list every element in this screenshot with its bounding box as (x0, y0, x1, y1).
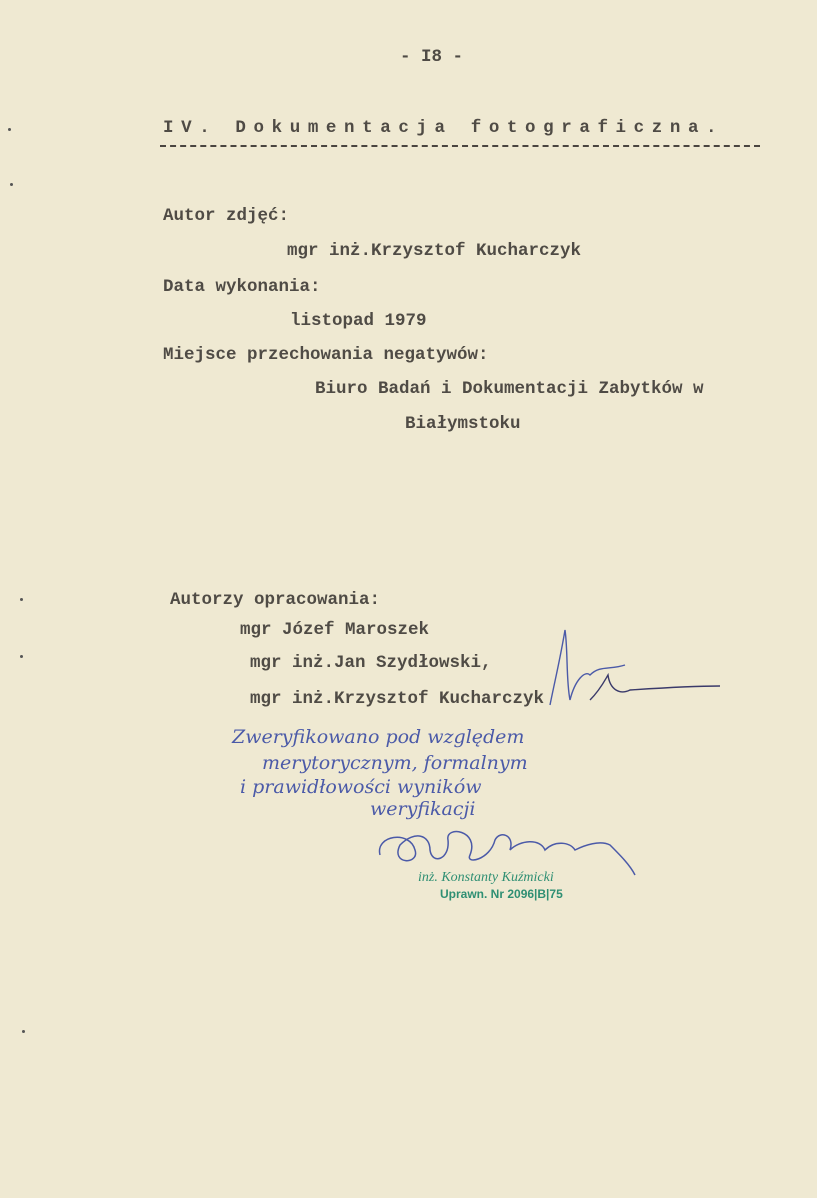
negatives-label: Miejsce przechowania negatywów: (163, 345, 489, 365)
negatives-place-line1: Biuro Badań i Dokumentacji Zabytków w (315, 379, 704, 399)
handwritten-note-line1: Zweryfikowano pod względem (232, 726, 525, 748)
date-label: Data wykonania: (163, 277, 321, 297)
author-1: mgr Józef Maroszek (240, 620, 430, 640)
margin-mark (22, 1030, 25, 1033)
photo-author-label: Autor zdjęć: (163, 206, 290, 226)
handwritten-note-line2: merytorycznym, formalnym (262, 752, 528, 774)
authors-label: Autorzy opracowania: (170, 590, 381, 610)
stamp-name: inż. Konstanty Kuźmicki (418, 870, 554, 885)
section-title: IV. Dokumentacja fotograficzna. (163, 118, 725, 138)
author-3: mgr inż.Krzysztof Kucharczyk (250, 689, 545, 709)
photo-author: mgr inż.Krzysztof Kucharczyk (287, 241, 582, 261)
author-signatures (530, 620, 730, 730)
margin-mark (8, 128, 11, 131)
title-underline (160, 145, 760, 147)
margin-mark (20, 655, 23, 658)
handwritten-note-line3: i prawidłowości wyników (240, 776, 482, 798)
stamp-license: Uprawn. Nr 2096|B|75 (440, 887, 563, 901)
margin-mark (20, 598, 23, 601)
negatives-place-line2: Białymstoku (405, 414, 521, 434)
handwritten-note-line4: weryfikacji (370, 798, 476, 820)
page-number: - I8 - (400, 47, 464, 67)
margin-mark (10, 183, 13, 186)
author-2: mgr inż.Jan Szydłowski, (250, 653, 492, 673)
date-value: listopad 1979 (290, 311, 427, 331)
